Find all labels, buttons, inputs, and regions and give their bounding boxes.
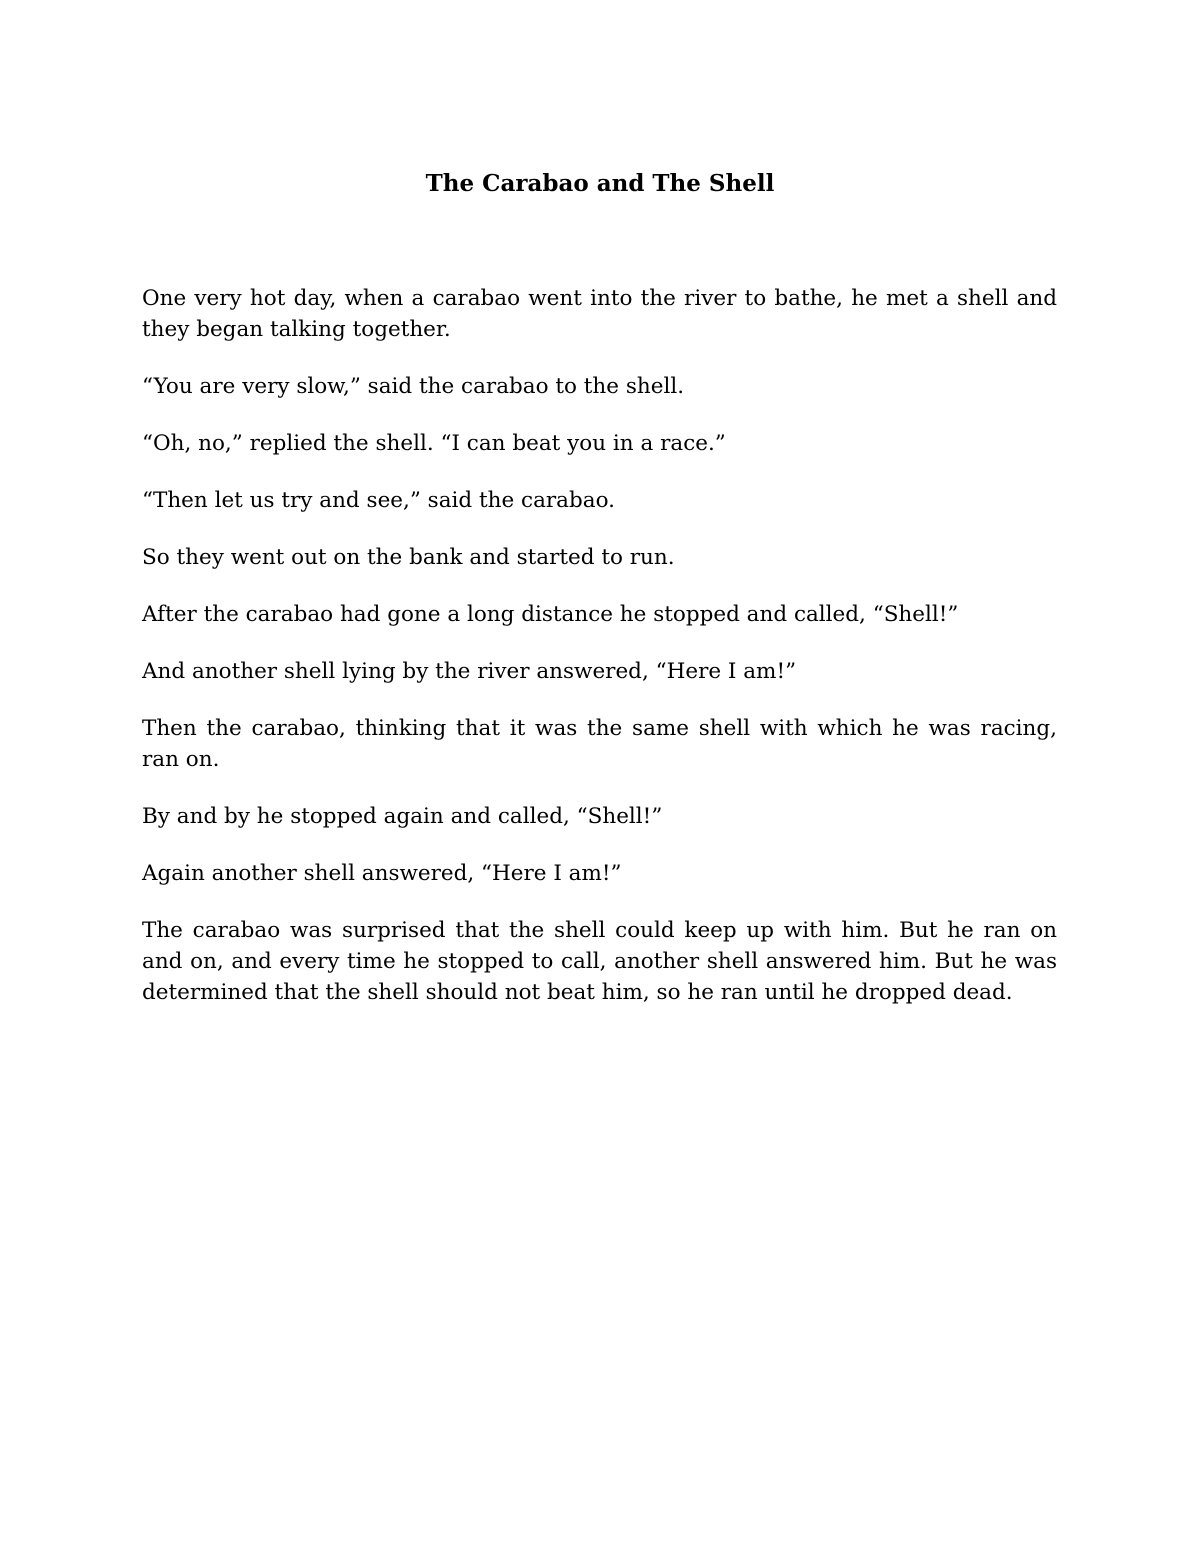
paragraph: Then the carabao, thinking that it was the same shell with which he was racing, ran on. bbox=[142, 716, 1057, 772]
paragraph: So they went out on the bank and started to run. bbox=[142, 545, 675, 570]
paragraph: Again another shell answered, “Here I am!” bbox=[142, 861, 622, 886]
paragraph: “Then let us try and see,” said the carabao. bbox=[142, 488, 615, 513]
paragraph: The carabao was surprised that the shell could keep up with him. But he ran on and on, and every time he stopped to call, another shell answered him. But he was determined that the shell should not beat him, so he ran until he dropped dead. bbox=[142, 918, 1057, 1005]
paragraph: “You are very slow,” said the carabao to the shell. bbox=[142, 374, 685, 399]
paragraph: “Oh, no,” replied the shell. “I can beat you in a race.” bbox=[142, 431, 726, 456]
paragraph: And another shell lying by the river answered, “Here I am!” bbox=[142, 659, 797, 684]
paragraph: After the carabao had gone a long distance he stopped and called, “Shell!” bbox=[142, 602, 959, 627]
document-body bbox=[142, 283, 1057, 1034]
document-title: The Carabao and The Shell bbox=[425, 170, 775, 197]
paragraph: By and by he stopped again and called, “Shell!” bbox=[142, 804, 663, 829]
paragraph: One very hot day, when a carabao went into the river to bathe, he met a shell and they began talking together. bbox=[142, 286, 1057, 342]
